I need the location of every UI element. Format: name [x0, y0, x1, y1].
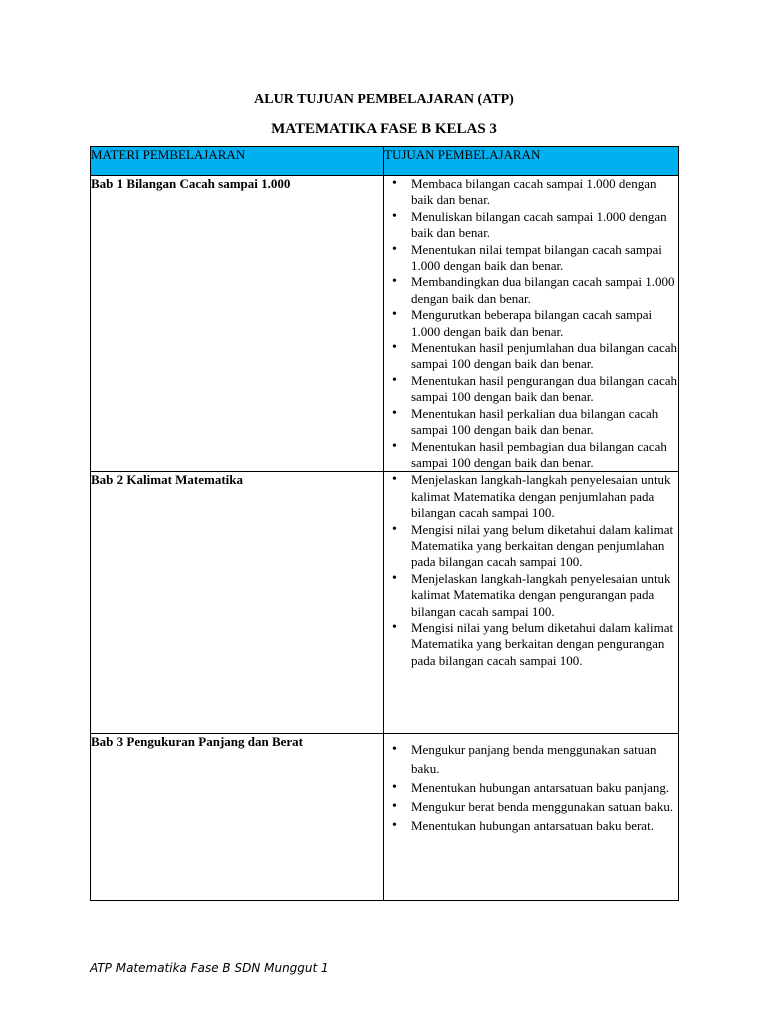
goal-item: • Menentukan hasil pengurangan dua bilangan cacah sampai 100 dengan baik dan benar.	[384, 373, 678, 406]
tujuan-cell	[384, 176, 679, 472]
goal-item: • Mengukur berat benda menggunakan satuan baku.	[384, 797, 678, 816]
document-title: ALUR TUJUAN PEMBELAJARAN (ATP)	[254, 92, 514, 107]
goal-item: • Menentukan hubungan antarsatuan baku panjang.	[384, 778, 678, 797]
goal-item: • Mengukur panjang benda menggunakan satuan baku.	[384, 740, 678, 778]
column-header-tujuan: TUJUAN PEMBELAJARAN	[384, 147, 679, 176]
table-row	[91, 734, 679, 901]
atp-table	[90, 146, 679, 901]
goal-list	[384, 472, 678, 669]
goal-list	[384, 176, 678, 471]
tujuan-cell	[384, 472, 679, 734]
goal-item: • Membandingkan dua bilangan cacah sampai 1.000 dengan baik dan benar.	[384, 274, 678, 307]
materi-cell: Bab 3 Pengukuran Panjang dan Berat	[91, 734, 384, 901]
goal-item: • Menentukan hasil penjumlahan dua bilangan cacah sampai 100 dengan baik dan benar.	[384, 340, 678, 373]
table-header-row	[91, 147, 679, 176]
goal-item: • Menentukan hasil pembagian dua bilangan cacah sampai 100 dengan baik dan benar.	[384, 439, 678, 472]
goal-item: • Menjelaskan langkah-langkah penyelesaian untuk kalimat Matematika dengan penjumlahan pada bilangan cacah sampai 100.	[384, 472, 678, 521]
table-row	[91, 176, 679, 472]
materi-cell: Bab 2 Kalimat Matematika	[91, 472, 384, 734]
tujuan-cell	[384, 734, 679, 901]
goal-item: • Menuliskan bilangan cacah sampai 1.000 dengan baik dan benar.	[384, 209, 678, 242]
goal-item: • Menentukan hasil perkalian dua bilangan cacah sampai 100 dengan baik dan benar.	[384, 406, 678, 439]
page-footer: ATP Matematika Fase B SDN Munggut 1	[90, 961, 329, 975]
goal-item: • Menentukan nilai tempat bilangan cacah sampai 1.000 dengan baik dan benar.	[384, 242, 678, 275]
goal-item: • Mengisi nilai yang belum diketahui dalam kalimat Matematika yang berkaitan dengan penjumlahan pada bilangan cacah sampai 100.	[384, 522, 678, 571]
column-header-materi: MATERI PEMBELAJARAN	[91, 147, 384, 176]
materi-cell: Bab 1 Bilangan Cacah sampai 1.000	[91, 176, 384, 472]
goal-item: • Membaca bilangan cacah sampai 1.000 dengan baik dan benar.	[384, 176, 678, 209]
goal-item: • Mengurutkan beberapa bilangan cacah sampai 1.000 dengan baik dan benar.	[384, 307, 678, 340]
goal-list	[384, 740, 678, 835]
goal-item: • Mengisi nilai yang belum diketahui dalam kalimat Matematika yang berkaitan dengan pengurangan pada bilangan cacah sampai 100.	[384, 620, 678, 669]
table-row	[91, 472, 679, 734]
goal-item: • Menjelaskan langkah-langkah penyelesaian untuk kalimat Matematika dengan pengurangan pada bilangan cacah sampai 100.	[384, 571, 678, 620]
document-subtitle: MATEMATIKA FASE B KELAS 3	[271, 121, 497, 137]
goal-item: • Menentukan hubungan antarsatuan baku berat.	[384, 816, 678, 835]
